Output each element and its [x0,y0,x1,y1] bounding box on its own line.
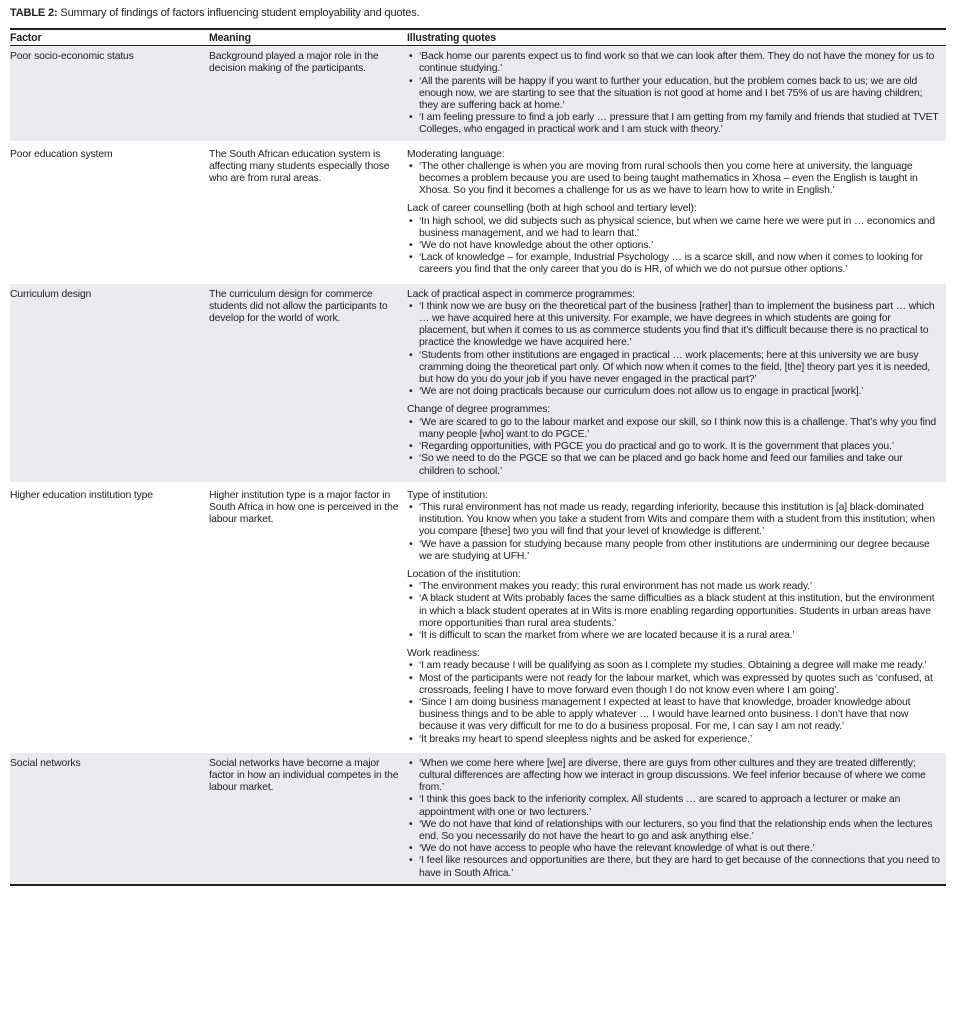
quote-item: • ‘We do not have that kind of relationships with our lecturers, so you find that the relationship ends when the lectures end. So you necessarily do not have the heart to go and ask anything else.’ [419,819,940,843]
quote-item: • ‘I am ready because I will be qualifying as soon as I complete my studies. Obtaining a degree will make me ready.’ [419,660,940,672]
quote-list [407,660,940,745]
quote-item: • ‘Back home our parents expect us to find work so that we can look after them. They do not have the money for us to continue studying.’ [419,51,940,75]
quote-item: • ‘So we need to do the PGCE so that we can be placed and go back home and feed our families and take our children to school.’ [419,453,940,477]
caption-label: TABLE 2: [10,7,58,19]
quote-item: • ‘In high school, we did subjects such as physical science, but when we came here we were put in … economics and business management, and we had to learn that.’ [419,216,940,240]
quote-item: • ‘We have a passion for studying because many people from other institutions are undermining our degree because we are studying at UFH.’ [419,539,940,563]
quotes-cell [407,144,946,281]
quotes-cell [407,485,946,750]
quote-item: • ‘I think this goes back to the inferiority complex. All students … are scared to approach a lecturer or make an appointment with one or two lecturers.’ [419,794,940,818]
factor-cell: Curriculum design [10,284,209,482]
header-factor: Factor [10,29,209,46]
quote-group [407,404,940,477]
factor-cell: Poor socio-economic status [10,46,209,141]
quote-list [407,581,940,642]
quote-item: • ‘I feel like resources and opportunities are there, but they are hard to get because of the connections that you need to have in South Africa.’ [419,855,940,879]
quote-list [407,216,940,277]
quote-item: • ‘The other challenge is when you are moving from rural schools then you come here at university, the language becomes a problem because you are used to being taught mathematics in Xhosa – even the English is taught in Xhosa. So you find it becomes a challenge for us as we have to learn how to write in English.’ [419,161,940,198]
quote-item: • ‘Lack of knowledge – for example, Industrial Psychology … is a scarce skill, and now when it comes to looking for careers you find that the only career that you do is HR, of which we do not pursue other options.’ [419,252,940,276]
meaning-cell: Social networks have become a major factor in how an individual competes in the labour market. [209,753,407,885]
quotes-cell [407,284,946,482]
factor-cell: Higher education institution type [10,489,153,501]
quote-item: • ‘It breaks my heart to spend sleepless nights and be asked for experience.’ [419,734,940,746]
quote-item: • ‘Students from other institutions are engaged in practical … work placements; here at this university we are busy cramming doing the theoretical part only. Of which now when it comes to the field, [the] theory part yes it is needed, but how do you do your job if you have never engaged in the practical part?’ [419,350,940,387]
quote-item: • ‘I am feeling pressure to find a job early … pressure that I am getting from my family and friends that studied at TVET Colleges, who engaged in practical work and I am stuck with theory.’ [419,112,940,136]
quote-group-heading: Moderating language: [407,148,505,160]
quote-item: • ‘A black student at Wits probably faces the same difficulties as a black student at this institution, but the environment in which a black student operates at in Wits is more enabling regarding opportunities. Students in urban areas have more opportunities than rural area students.’ [419,593,940,630]
table-row [10,485,946,750]
quote-item: • ‘We are scared to go to the labour market and expose our skill, so I think now this is a challenge. That’s why you find many people [who] want to do PGCE.’ [419,417,940,441]
caption-text: Summary of findings of factors influencing student employability and quotes. [57,7,420,19]
quote-group [407,758,940,880]
header-quotes: Illustrating quotes [407,29,946,46]
meaning-cell: Higher institution type is a major factor in South Africa in how one is perceived in the labour market. [209,489,399,526]
meaning-cell: The curriculum design for commerce students did not allow the participants to develop for the world of work. [209,284,407,482]
header-meaning: Meaning [209,29,407,46]
quote-list [407,161,940,198]
quote-item: • ‘Since I am doing business management I expected at least to have that knowledge, broader knowledge about business things and to be able to apply whatever … I would have learned onto business. I don’t have that now because it was very difficult for me to do a business proposal. For me, I can say I am not ready.’ [419,697,940,734]
quote-group [407,203,940,276]
quote-item: • ‘We are not doing practicals because our curriculum does not allow us to engage in practical [work].’ [419,386,940,398]
meaning-cell: The South African education system is affecting many students especially those who are from rural areas. [209,148,390,185]
table-row [10,284,946,482]
table-row [10,144,946,281]
quote-group-heading: Change of degree programmes: [407,404,551,416]
quote-group [407,149,940,198]
quote-item: • ‘We do not have knowledge about the other options.’ [419,240,940,252]
quote-list [407,51,940,136]
quote-group-heading: Location of the institution: [407,568,521,580]
table-caption [10,7,420,19]
meaning-cell: Background played a major role in the decision making of the participants. [209,46,407,141]
quote-group [407,51,940,136]
quote-group-heading: Lack of practical aspect in commerce programmes: [407,288,635,300]
factor-cell: Social networks [10,753,209,885]
quote-group [407,490,940,563]
quote-item: • Most of the participants were not ready for the labour market, which was expressed by quotes such as ‘confused, at crossroads, feeling I have to move forward even though I do not know even where I am going’. [419,673,940,697]
quote-item: • ‘All the parents will be happy if you want to further your education, but the problem comes back to us; we are old enough now, we are starting to see that the situation is not good at home and I bet 75% of us are having children; they are suffering back at home.’ [419,76,940,113]
quote-list [407,301,940,399]
quote-item: • ‘When we come here where [we] are diverse, there are guys from other cultures and they are treated differently; cultural differences are affecting how we interact in group discussions. We feel inferior because of where we come from.’ [419,758,940,795]
quote-group-heading: Type of institution: [407,489,488,501]
quotes-cell [407,753,946,885]
quote-item: • ‘The environment makes you ready; this rural environment has not made us work ready.’ [419,581,940,593]
quote-group [407,648,940,746]
quote-item: • ‘I think now we are busy on the theoretical part of the business [rather] than to implement the business part … which … we have acquired here at this university. For example, we have degrees in which students are going for placement, but when it comes to us as commerce students you find that it’s difficult because there is no practical to practice the knowledge we have acquired here.’ [419,301,940,350]
quote-list [407,758,940,880]
quote-group [407,569,940,642]
quote-item: • ‘Regarding opportunities, with PGCE you do practical and go to work. It is the government that places you.’ [419,441,940,453]
quotes-cell [407,46,946,141]
table-row [10,753,946,885]
findings-table [10,28,946,886]
quote-list [407,502,940,563]
quote-item: • ‘We do not have access to people who have the relevant knowledge of what is out there.’ [419,843,940,855]
quote-list [407,417,940,478]
quote-item: • ‘This rural environment has not made us ready, regarding inferiority, because this institution is [a] black-dominated institution. You know when you take a student from Wits and compare them with a student from this institution; when you compare [these] two you will find that your level of knowledge is different.’ [419,502,940,539]
quote-group-heading: Work readiness: [407,648,480,660]
quote-group-heading: Lack of career counselling (both at high school and tertiary level): [407,203,697,215]
factor-cell: Poor education system [10,148,113,160]
quote-group [407,289,940,399]
quote-item: • ‘It is difficult to scan the market from where we are located because it is a rural area.’ [419,630,940,642]
table-header-row [10,29,946,46]
table-row [10,46,946,141]
